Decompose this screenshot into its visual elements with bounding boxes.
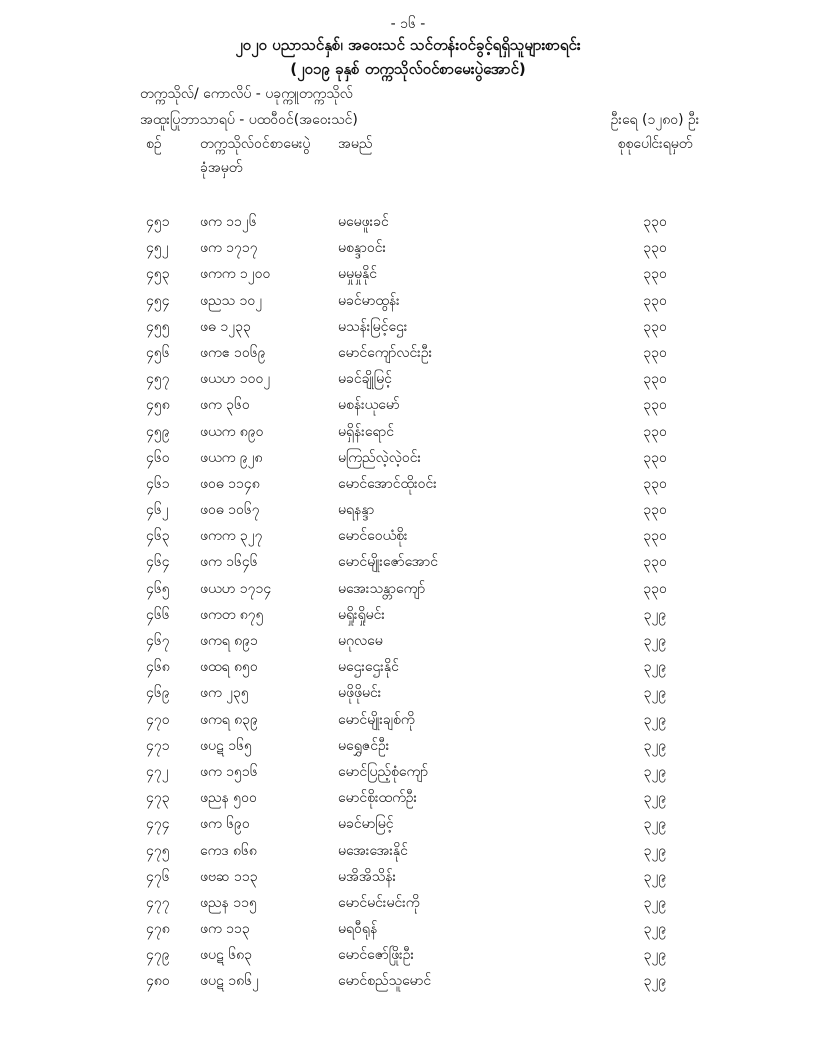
table-row xyxy=(0,839,816,865)
roll-number: ဖကတ ၈၇၅ xyxy=(200,606,264,623)
row-number: ၄၅၅ xyxy=(146,318,170,335)
row-number: ၄၆၄ xyxy=(146,554,170,571)
table-row xyxy=(0,262,816,288)
total-marks: ၃၂၉ xyxy=(643,711,667,728)
roll-number: ဖညန ၅၀၀ xyxy=(200,790,257,807)
student-name: မအေးအေးနိုင် xyxy=(338,842,408,859)
page-number: - ၁၆ - xyxy=(390,16,426,32)
total-marks: ၃၂၉ xyxy=(643,894,667,911)
table-row xyxy=(0,865,816,891)
roll-number: ဖဗဆ ၁၁၃ xyxy=(200,868,258,885)
table-row xyxy=(0,655,816,681)
student-name: မအေးသန္တာကျော် xyxy=(338,580,426,597)
table-row xyxy=(0,786,816,812)
row-number: ၄၆၆ xyxy=(146,606,170,623)
total-marks: ၃၃၀ xyxy=(643,449,667,466)
table-row xyxy=(0,315,816,341)
row-number: ၄၆၀ xyxy=(146,449,170,466)
table-row xyxy=(0,341,816,367)
student-name: မရဝီရုန် xyxy=(338,921,378,938)
student-name: မခင်ချိုမြင့် xyxy=(338,371,392,388)
table-row xyxy=(0,472,816,498)
document-subtitle: (၂၀၁၉ ခုနှစ် တက္ကသိုလ်ဝင်စာမေးပွဲအောင်) xyxy=(290,60,526,78)
roll-number: ဖက ၁၁၂၆ xyxy=(200,214,257,230)
student-name: မရှိုးရှိုမင်း xyxy=(338,606,385,623)
university-line: တက္ကသိုလ်/ ကောလိပ် - ပခုက္ကူတက္ကသိုလ် xyxy=(140,86,353,102)
student-name: မောင်ကျော်လင်းဦး xyxy=(338,344,433,361)
total-marks: ၃၃၀ xyxy=(643,214,667,230)
student-name: မောင်မျိုးဇော်အောင် xyxy=(338,554,439,571)
row-number: ၄၇၇ xyxy=(146,894,170,911)
roll-number: ဖညသ ၁၀၂ xyxy=(200,292,263,309)
row-number: ၄၆၅ xyxy=(146,580,170,597)
roll-number: ဖကက ၃၂၇ xyxy=(200,528,263,545)
total-marks: ၃၂၉ xyxy=(643,659,667,676)
roll-number: ဖက ၆၉၀ xyxy=(200,816,250,833)
row-number: ၄၈၀ xyxy=(146,973,170,990)
table-row xyxy=(0,943,816,969)
roll-number: ဖကက ၁၂၀၀ xyxy=(200,266,271,283)
total-marks: ၃၃၀ xyxy=(643,292,667,309)
table-row xyxy=(0,367,816,393)
row-number: ၄၆၂ xyxy=(146,502,169,519)
total-marks: ၃၃၀ xyxy=(643,397,667,414)
total-marks: ၃၂၉ xyxy=(643,973,667,990)
total-marks: ၃၃၀ xyxy=(643,371,667,388)
table-row xyxy=(0,289,816,315)
student-name: မရနန္ဒာ xyxy=(338,502,375,519)
roll-number: ဖက ၁၁၃ xyxy=(200,921,250,938)
roll-number: ဖက ၁၅၁၆ xyxy=(200,763,258,780)
total-marks: ၃၃၀ xyxy=(643,502,667,519)
table-row xyxy=(0,446,816,472)
row-number: ၄၅၄ xyxy=(146,292,170,309)
row-number: ၄၇၆ xyxy=(146,868,170,885)
header-no: စဉ် xyxy=(146,136,162,152)
row-number: ၄၇၅ xyxy=(146,842,170,859)
total-marks: ၃၃၀ xyxy=(643,528,667,545)
roll-number: ဖညန ၁၁၅ xyxy=(200,894,257,911)
total-marks: ၃၂၉ xyxy=(643,763,667,780)
roll-number: ဖက ၃၆၀ xyxy=(200,397,250,414)
row-number: ၄၆၉ xyxy=(146,685,170,702)
total-marks: ၃၃၀ xyxy=(643,344,667,361)
roll-number: ဖဝဓ ၁၀၆၇ xyxy=(200,502,260,519)
student-name: မောင်စိုးထက်ဦး xyxy=(338,790,418,807)
total-marks: ၃၂၉ xyxy=(643,685,667,702)
table-row xyxy=(0,681,816,707)
student-name: မောင်စည်သူမောင် xyxy=(338,973,432,990)
roll-number: ဖက ၂၃၅ xyxy=(200,685,249,702)
table-row xyxy=(0,498,816,524)
total-marks: ၃၂၉ xyxy=(643,947,667,964)
student-name: မောင်မင်းမင်းကို xyxy=(338,894,420,911)
total-marks: ၃၃၀ xyxy=(643,240,667,257)
roll-number: ဖယဟ ၁၀၀၂ xyxy=(200,371,271,388)
row-number: ၄၆၇ xyxy=(146,633,170,649)
header-roll-number: တက္ကသိုလ်ဝင်စာမေးပွဲ xyxy=(200,136,311,152)
total-marks: ၃၂၉ xyxy=(643,633,667,649)
results-table xyxy=(0,210,816,996)
table-row xyxy=(0,393,816,419)
table-row xyxy=(0,760,816,786)
roll-number: ဖက ၁၇၁၇ xyxy=(200,240,258,257)
student-name: မရှိန်းရောင် xyxy=(338,423,394,440)
total-marks: ၃၂၉ xyxy=(643,921,667,938)
row-number: ၄၅၁ xyxy=(146,214,170,230)
row-number: ၄၇၀ xyxy=(146,711,170,728)
student-name: မောင်ဝေယံစိုး xyxy=(338,528,408,545)
roll-number: ဖယဟ ၁၇၁၄ xyxy=(200,580,272,597)
table-row xyxy=(0,603,816,629)
major-line: အထူးပြုဘာသာရပ် - ပထဝီဝင်(အဝေးသင်) xyxy=(140,112,358,128)
total-marks: ၃၂၉ xyxy=(643,816,667,833)
total-marks: ၃၃၀ xyxy=(643,318,667,335)
roll-number: ဖကဧ ၁၀၆၉ xyxy=(200,344,266,361)
table-row xyxy=(0,577,816,603)
student-name: မရွှေဇင်ဦး xyxy=(338,737,390,754)
total-marks: ၃၃၀ xyxy=(643,423,667,440)
roll-number: ဖကရ ၈၃၉ xyxy=(200,711,258,728)
table-row xyxy=(0,629,816,655)
row-number: ၄၅၂ xyxy=(146,240,169,257)
student-name: မခင်မာမြင့် xyxy=(338,816,394,833)
student-name: မောင်ပြည့်စုံကျော် xyxy=(338,763,429,780)
total-marks: ၃၃၀ xyxy=(643,475,667,492)
row-number: ၄၅၈ xyxy=(146,397,170,414)
table-row xyxy=(0,969,816,995)
row-number: ၄၅၇ xyxy=(146,371,170,388)
student-name: မသန်းမြင့်ဌေး xyxy=(338,318,408,335)
student-name: မောင်ဇော်ဖြိုးဦး xyxy=(338,947,415,964)
total-marks: ၃၃၀ xyxy=(643,266,667,283)
table-row xyxy=(0,550,816,576)
student-name: မဂုလမေ xyxy=(338,633,383,649)
table-row xyxy=(0,917,816,943)
student-name: မမှုမှုနိုင် xyxy=(338,266,377,283)
total-marks: ၃၂၉ xyxy=(643,606,667,623)
table-row xyxy=(0,708,816,734)
roll-number: ဖပဋ ၁၈၆၂ xyxy=(200,973,259,990)
total-marks: ၃၃၀ xyxy=(643,580,667,597)
roll-number: ဖယက ၈၉၀ xyxy=(200,423,264,440)
row-number: ၄၇၁ xyxy=(146,737,170,754)
roll-number: ဖပဋ ၁၆၅ xyxy=(200,737,252,754)
table-row xyxy=(0,524,816,550)
student-name: မစန်းယုမော် xyxy=(338,397,400,414)
total-count: ဦးရေ (၁၂၈၀) ဦး xyxy=(610,112,700,128)
roll-number: ဖက ၁၆၄၆ xyxy=(200,554,258,571)
student-name: မဖိုဖိုမင်း xyxy=(338,685,382,702)
row-number: ၄၅၆ xyxy=(146,344,170,361)
header-roll-number-line2: ခုံအမှတ် xyxy=(200,160,243,176)
student-name: မောင်မျိုးချစ်ကို xyxy=(338,711,415,728)
document-title: ၂၀၂၀ ပညာသင်နှစ်၊ အဝေးသင် သင်တန်းဝင်ခွင့်ရရှိသူများစာရင်း xyxy=(235,36,581,54)
total-marks: ၃၂၉ xyxy=(643,737,667,754)
header-total-marks: စုစုပေါင်းရမှတ် xyxy=(617,136,693,152)
table-row xyxy=(0,420,816,446)
student-name: မမေဖူးခင် xyxy=(338,214,389,230)
row-number: ၄၇၃ xyxy=(146,790,170,807)
total-marks: ၃၃၀ xyxy=(643,554,667,571)
total-marks: ၃၂၉ xyxy=(643,790,667,807)
row-number: ၄၆၈ xyxy=(146,659,170,676)
row-number: ၄၆၁ xyxy=(146,475,170,492)
student-name: မအိအိသိန်း xyxy=(338,868,397,885)
student-name: မောင်အောင်ထိုးဝင်း xyxy=(338,475,437,492)
row-number: ၄၇၄ xyxy=(146,816,170,833)
total-marks: ၃၂၉ xyxy=(643,842,667,859)
row-number: ၄၇၈ xyxy=(146,921,170,938)
row-number: ၄၇၂ xyxy=(146,763,169,780)
row-number: ၄၅၃ xyxy=(146,266,170,283)
roll-number: ဖဝဓ ၁၁၄၈ xyxy=(200,475,260,492)
row-number: ၄၇၉ xyxy=(146,947,170,964)
roll-number: ကေဒ ၈၆၈ xyxy=(200,842,257,859)
table-row xyxy=(0,812,816,838)
student-name: မခင်မာထွန်း xyxy=(338,292,400,309)
roll-number: ဖဓ ၁၂၃၃ xyxy=(200,318,251,335)
roll-number: ဖထရ ၈၅၀ xyxy=(200,659,258,676)
table-row xyxy=(0,891,816,917)
row-number: ၄၆၃ xyxy=(146,528,170,545)
header-name: အမည် xyxy=(338,136,373,152)
roll-number: ဖယက ၉၂၈ xyxy=(200,449,263,466)
roll-number: ဖကရ ၈၉၁ xyxy=(200,633,258,649)
student-name: မစန္ဒာဝင်း xyxy=(338,240,387,257)
table-row xyxy=(0,210,816,236)
total-marks: ၃၂၉ xyxy=(643,868,667,885)
student-name: မကြည်လဲ့လဲ့ဝင်း xyxy=(338,449,422,466)
roll-number: ဖပဋ ၆၈၃ xyxy=(200,947,252,964)
row-number: ၄၅၉ xyxy=(146,423,170,440)
table-row xyxy=(0,734,816,760)
student-name: မဌေးဌေးနိုင် xyxy=(338,659,399,676)
table-row xyxy=(0,236,816,262)
